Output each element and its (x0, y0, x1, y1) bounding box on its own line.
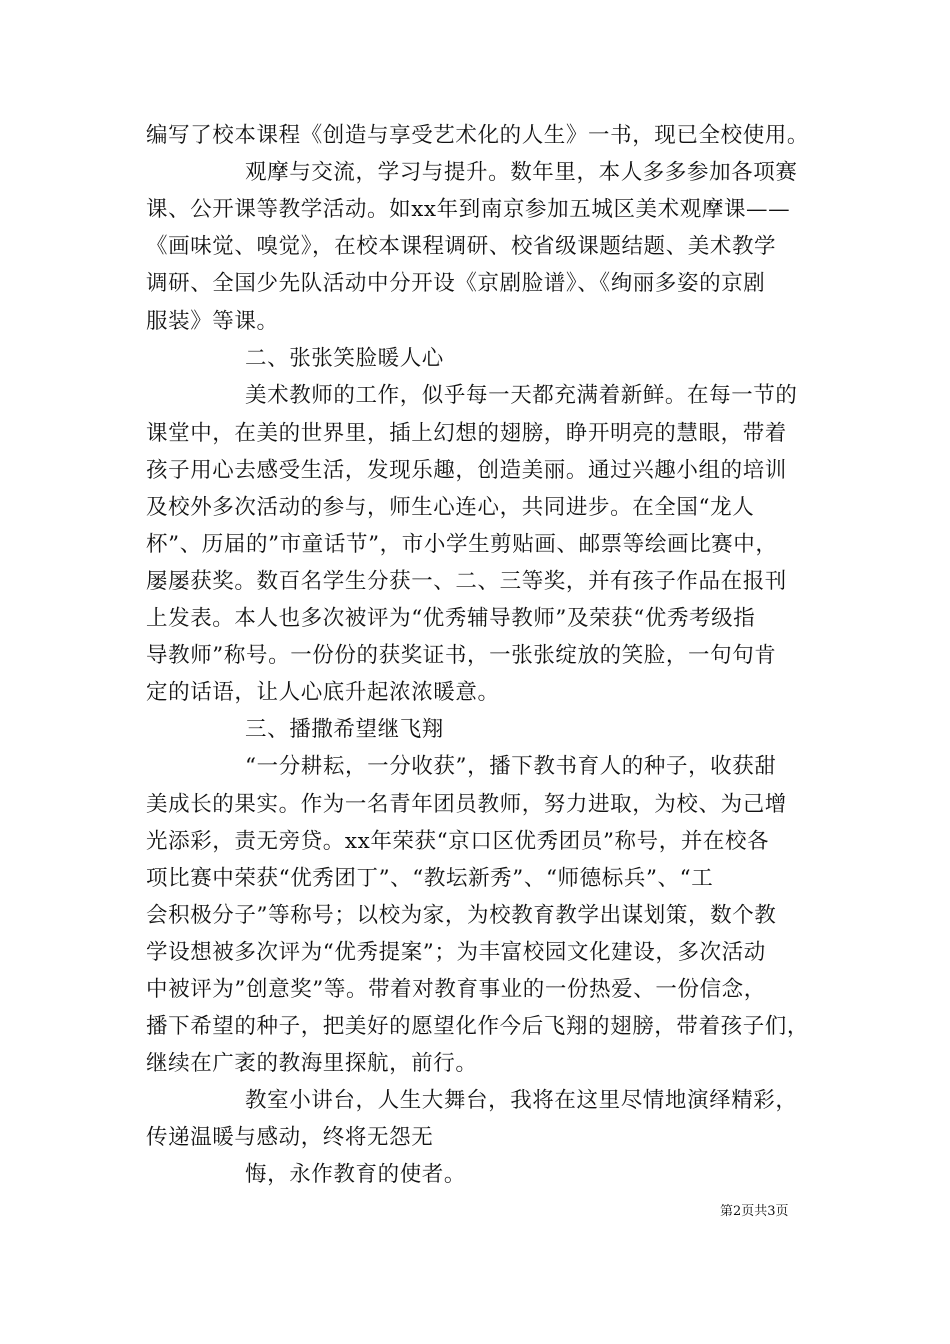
text-line: 会积极分子”等称号；以校为家，为校教育教学出谋划策，数个教 (146, 903, 777, 928)
text-line: 调研、全国少先队活动中分开设《京剧脸谱》、《绚丽多姿的京剧 (146, 271, 766, 296)
text-line: 上发表。本人也多次被评为“优秀辅导教师”及荣获“优秀考级指 (146, 606, 756, 631)
text-line: 及校外多次活动的参与，师生心连心，共同进步。在全国“龙人 (146, 495, 755, 520)
text-line: 服装》等课。 (146, 309, 279, 334)
text-line: 继续在广袤的教海里探航，前行。 (146, 1051, 478, 1076)
text-line: 观摩与交流，学习与提升。数年里，本人多多参加各项赛 (245, 160, 798, 185)
text-line: 美成长的果实。作为一名青年团员教师，努力进取，为校、为己增 (146, 792, 787, 817)
text-line: 《画味觉、嗅觉》，在校本课程调研、校省级课题结题、美术教学 (146, 234, 777, 259)
section-heading: 二、张张笑脸暖人心 (245, 346, 444, 371)
text-line: 项比赛中荣获“优秀团丁”、“教坛新秀”、“师德标兵”、“工 (146, 866, 714, 891)
page-number-footer: 第2页共3页 (720, 1204, 789, 1219)
text-line: 屡屡获奖。数百名学生分获一、二、三等奖，并有孩子作品在报刊 (146, 569, 787, 594)
text-line: 美术教师的工作，似乎每一天都充满着新鲜。在每一节的 (245, 383, 798, 408)
text-line: 课、公开课等教学活动。如xx年到南京参加五城区美术观摩课—— (146, 197, 791, 222)
text-line: 杯”、历届的”市童话节”，市小学生剪贴画、邮票等绘画比赛中， (146, 532, 778, 557)
section-heading: 三、播撒希望继飞翔 (245, 717, 444, 742)
text-line: 学设想被多次评为“优秀提案”；为丰富校园文化建设，多次活动 (146, 940, 766, 965)
text-line: 传递温暖与感动，终将无怨无 (146, 1125, 434, 1150)
text-line: 悔，永作教育的使者。 (245, 1162, 467, 1187)
text-line: “一分耕耘，一分收获”，播下教书育人的种子，收获甜 (245, 754, 777, 779)
text-line: 课堂中，在美的世界里，插上幻想的翅膀，睁开明亮的慧眼，带着 (146, 421, 787, 446)
text-line: 教室小讲台，人生大舞台，我将在这里尽情地演绎精彩， (245, 1088, 798, 1113)
text-line: 导教师”称号。一份份的获奖证书，一张张绽放的笑脸，一句句肯 (146, 643, 777, 668)
text-line: 光添彩，责无旁贷。xx年荣获“京口区优秀团员”称号，并在校各 (146, 829, 770, 854)
text-line: 播下希望的种子，把美好的愿望化作今后飞翔的翅膀，带着孩子们， (146, 1014, 810, 1039)
text-line: 中被评为”创意奖”等。带着对教育事业的一份热爱、一份信念， (146, 977, 766, 1002)
text-line: 定的话语，让人心底升起浓浓暖意。 (146, 680, 500, 705)
text-line: 孩子用心去感受生活，发现乐趣，创造美丽。通过兴趣小组的培训 (146, 458, 787, 483)
text-line: 编写了校本课程《创造与享受艺术化的人生》一书，现已全校使用。 (146, 123, 810, 148)
